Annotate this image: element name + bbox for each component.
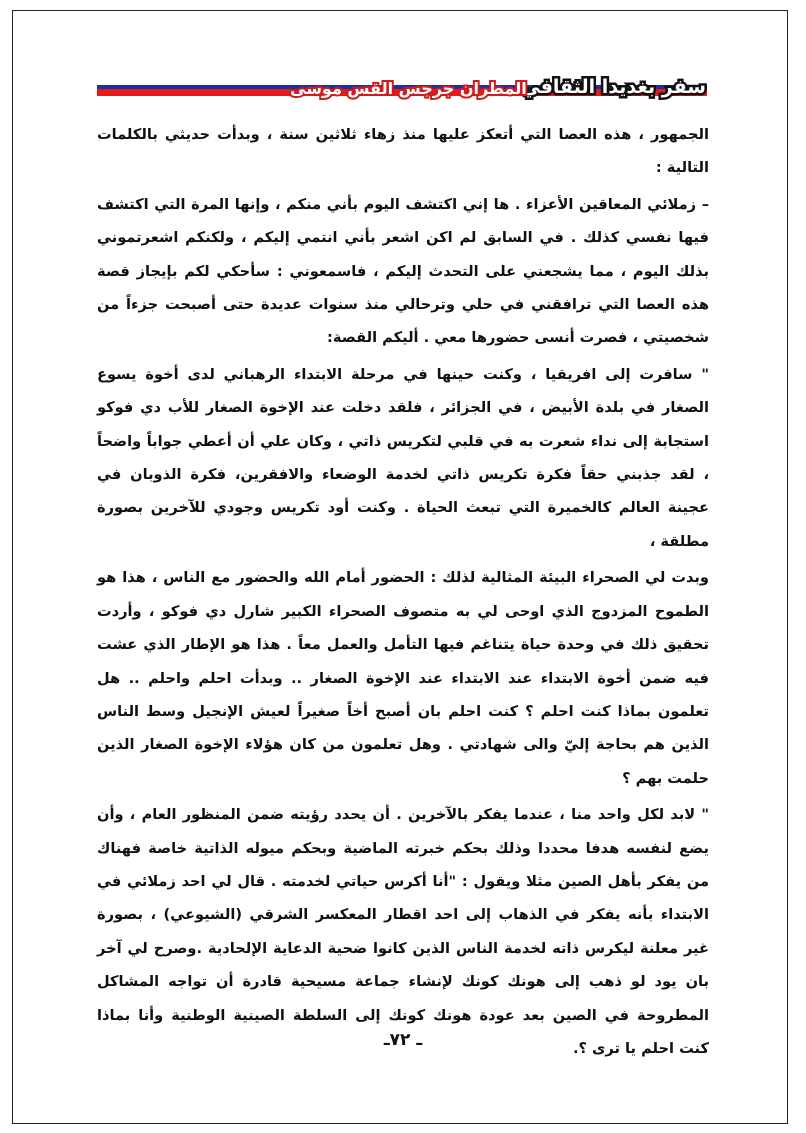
body-text xyxy=(97,118,709,1068)
author-name: المطران جرجس القس موسى xyxy=(290,79,527,98)
paragraph: الجمهور ، هذه العصا التي أتعكز عليها منذ زهاء ثلاثين سنة ، وبدأت حديثي بالكلمات التالية : xyxy=(97,126,709,177)
paragraph: – زملائي المعاقين الأعزاء . ها إني اكتشف اليوم بأني منكم ، وإنها المرة التي اكتشف فيها نفسي كذلك . في السابق لم اكن اشعر بأني انتمي إليكم ، ولكنكم اشعرتموني بذلك اليوم ، مما يشجعني على التحدث إليكم ، فاسمعوني : سأحكي لكم بإيجاز قصة هذه العصا التي ترافقني في حلي وترحالي منذ سنوات عديدة حتى أصبحت جزءاً من شخصيتي ، فصرت أنسى حضورها معي . أليكم القصة: xyxy=(97,195,709,347)
paragraph: " سافرت إلى افريقيا ، وكنت حينها في مرحلة الابتداء الرهباني لدى أخوة يسوع الصغار في بلدة الأبيض ، في الجزائر ، فلقد دخلت عند الإخوة الصغار للأب دي فوكو استجابة إلى نداء شعرت به في قلبي لتكريس ذاتي ، وكان علي أن أعطي جواباً واضحاً ، لقد جذبني حقاً فكرة تكريس ذاتي لخدمة الوضعاء والافقرين، فكرة الذوبان في عجينة العالم كالخميرة التي تبعث الحياة . وكنت أود تكريس وجودي للآخرين بصورة مطلقة ، xyxy=(97,365,709,550)
paragraph: وبدت لي الصحراء البيئة المثالية لذلك : الحضور أمام الله والحضور مع الناس ، هذا هو الطموح المزدوج الذي اوحى لي به متصوف الصحراء الكبير شارل دي فوكو ، وأردت تحقيق ذلك في وحدة حياة يتناغم فيها التأمل والعمل معاً . هذا هو الإطار الذي عشت فيه ضمن أخوة الابتداء عند الابتداء عند الإخوة الصغار .. وبدأت احلم واحلم .. هل تعلمون بماذا كنت احلم ؟ كنت احلم بان أصبح أخاً صغيراً لعيش الإنجيل وسط الناس الذين هم بحاجة إليّ والى شهادتي . وهل تعلمون من كان هؤلاء الإخوة الصغار الذين حلمت بهم ؟ xyxy=(97,569,709,787)
page-number: ـ ٧٢ـ xyxy=(383,1030,423,1050)
paragraph: " لابد لكل واحد منا ، عندما يفكر بالآخرين . أن يحدد رؤيته ضمن المنظور العام ، وأن يضع لنفسه هدفا محددا وذلك بحكم خبرته الماضية وبحكم ميوله الذاتية خاصة فهناك من يفكر بأهل الصين مثلا ويقول : "أنا أكرس حياتي لخدمته . قال لي احد زملائي في الابتداء بأنه يفكر في الذهاب إلى احد اقطار المعكسر الشرقي (الشيوعي) ، بصورة غير معلنة ليكرس ذاته لخدمة الناس الذين كانوا ضحية الدعاية الإلحادية .وصرح لي آخر بان يود لو ذهب إلى هونك كونك لإنشاء جماعة مسيحية قادرة أن تواجه المشاكل المطروحة في الصين بعد عودة هونك كونك إلى السلطة الصينية الوطنية وأنا بماذا كنت احلم يا ترى ؟. xyxy=(97,806,709,1057)
book-title: سفر بغديدا الثقافي xyxy=(521,76,706,98)
